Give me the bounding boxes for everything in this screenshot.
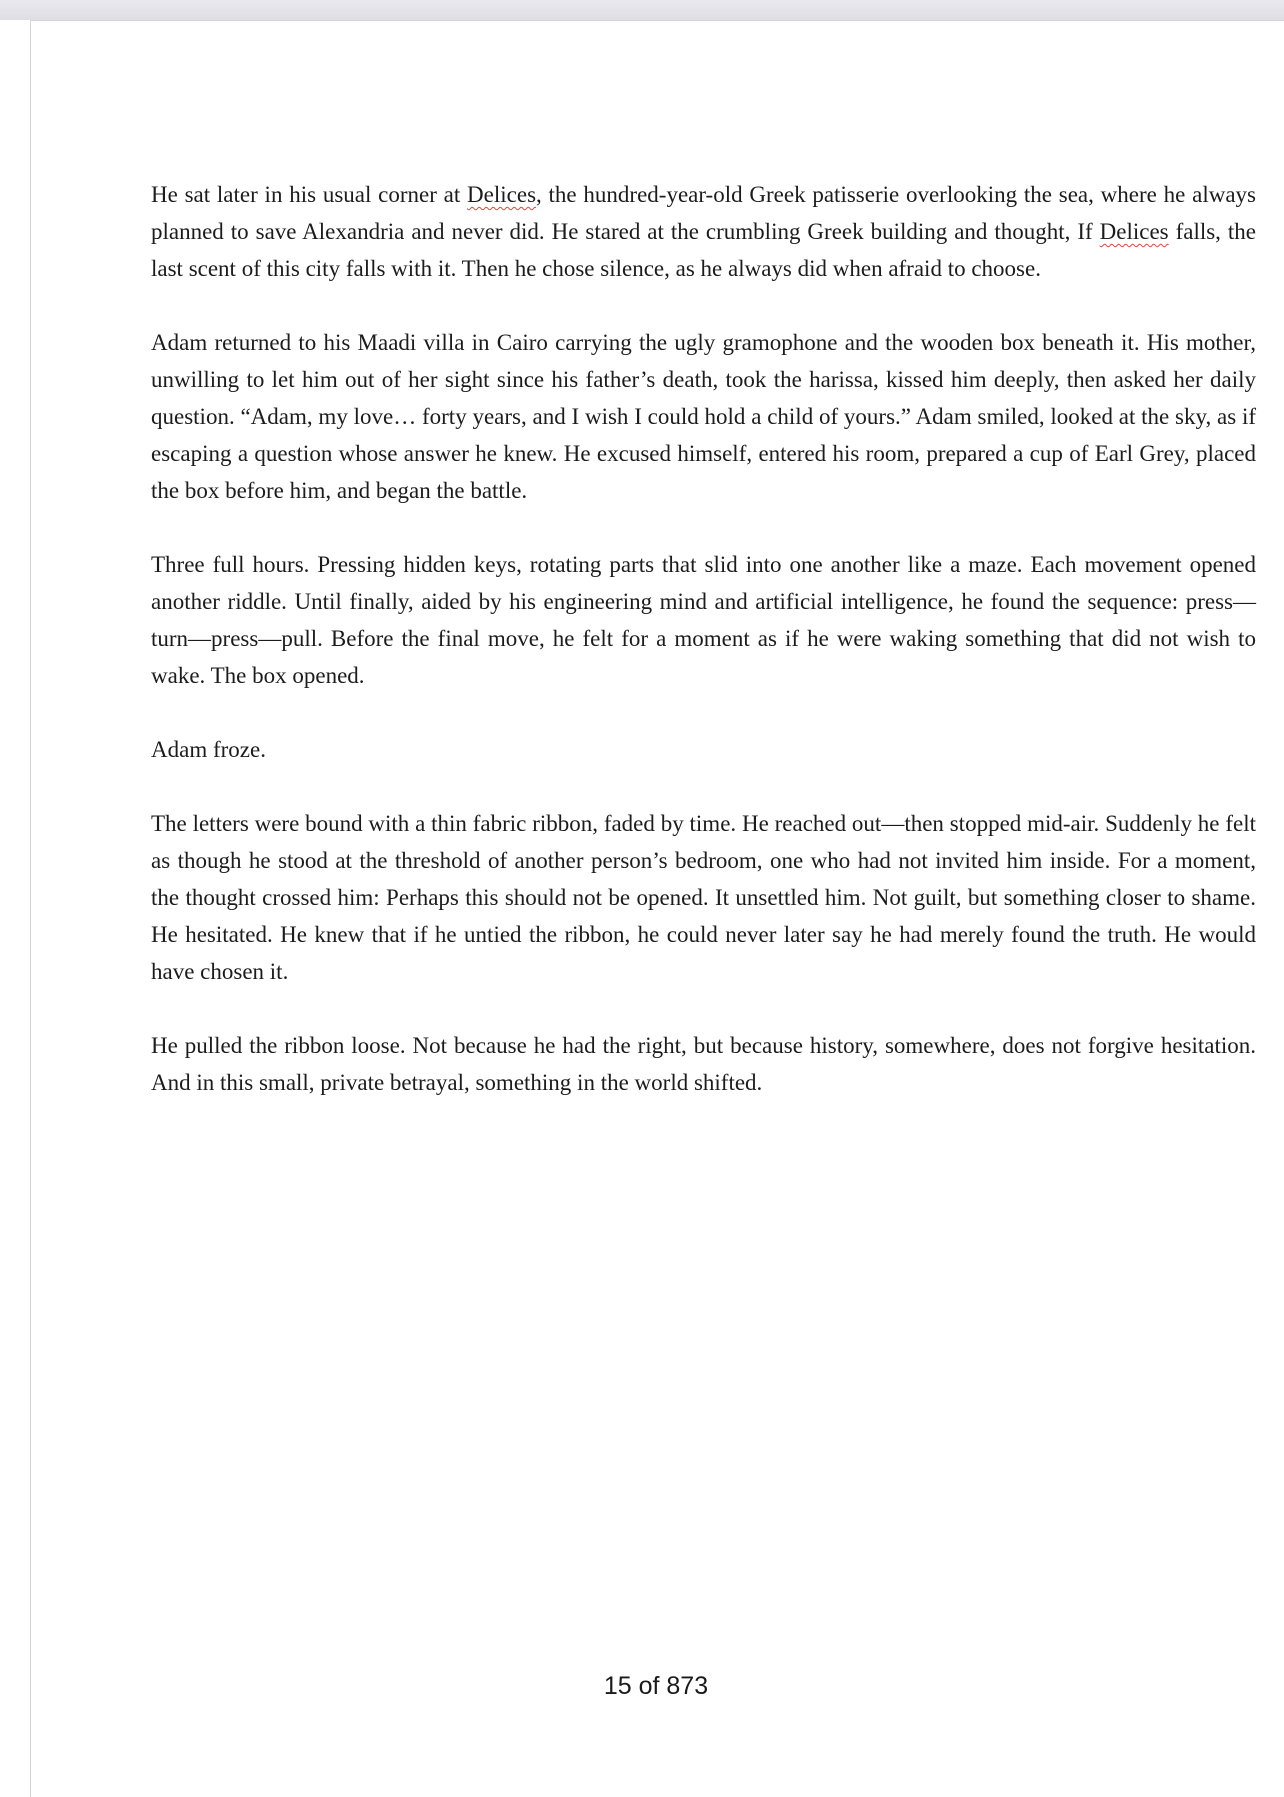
text-segment: Three full hours. Pressing hidden keys, rotating parts that slid into one another like a maze. Each movement opened another riddle. Until finally, aided by his engineering mind and artificial intelligence, he found the sequence: press—turn—press—pull. Before the final move, he felt for a moment as if he were waking something that did not wish to wake. The box opened. [151,552,1256,688]
text-segment: Adam returned to his Maadi villa in Cairo carrying the ugly gramophone and the wooden box beneath it. His mother, unwilling to let him out of her sight since his father’s death, took the harissa, kissed him deeply, then asked her daily question. “Adam, my love… forty years, and I wish I could hold a child of yours.” Adam smiled, looked at the sky, as if escaping a question whose answer he knew. He excused himself, entered his room, prepared a cup of Earl Grey, placed the box before him, and began the battle. [151,330,1256,503]
text-segment: , the hundred-year-old Greek patisserie overlooking the sea, where he always planned to save Alexandria and never did. He stared at the crumbling Greek building and thought, If [151,182,1256,244]
text-segment: He sat later in his usual corner at [151,182,468,207]
text-segment: He pulled the ribbon loose. Not because he had the right, but because history, somewhere, does not forgive hesitation. And in this small, private betrayal, something in the world shifted. [151,1033,1256,1095]
paragraph-5[interactable] [151,805,1256,990]
text-segment: Adam froze. [151,737,266,762]
misspelled-word[interactable]: Delices [1099,219,1169,244]
paragraph-1[interactable] [151,176,1256,287]
text-segment: falls, the last scent of this city falls with it. Then he chose silence, as he always did when afraid to choose. [151,219,1256,281]
text-segment: The letters were bound with a thin fabric ribbon, faded by time. He reached out—then stopped mid-air. Suddenly he felt as though he stood at the threshold of another person’s bedroom, one who had not invited him inside. For a moment, the thought crossed him: Perhaps this should not be opened. It unsettled him. Not guilt, but something closer to shame. He hesitated. He knew that if he untied the ribbon, he could never later say he had merely found the truth. He would have chosen it. [151,811,1256,984]
page-indicator: 15 of 873 [603,1672,709,1700]
paragraph-2[interactable] [151,324,1256,509]
window-top-bar [0,0,1284,21]
misspelled-word[interactable]: Delices [467,182,537,207]
left-margin-gutter [0,20,31,1797]
document-page[interactable] [31,21,1284,1797]
document-body[interactable] [151,176,1256,1138]
paragraph-6[interactable] [151,1027,1256,1101]
paragraph-3[interactable] [151,546,1256,694]
paragraph-4[interactable] [151,731,1256,768]
